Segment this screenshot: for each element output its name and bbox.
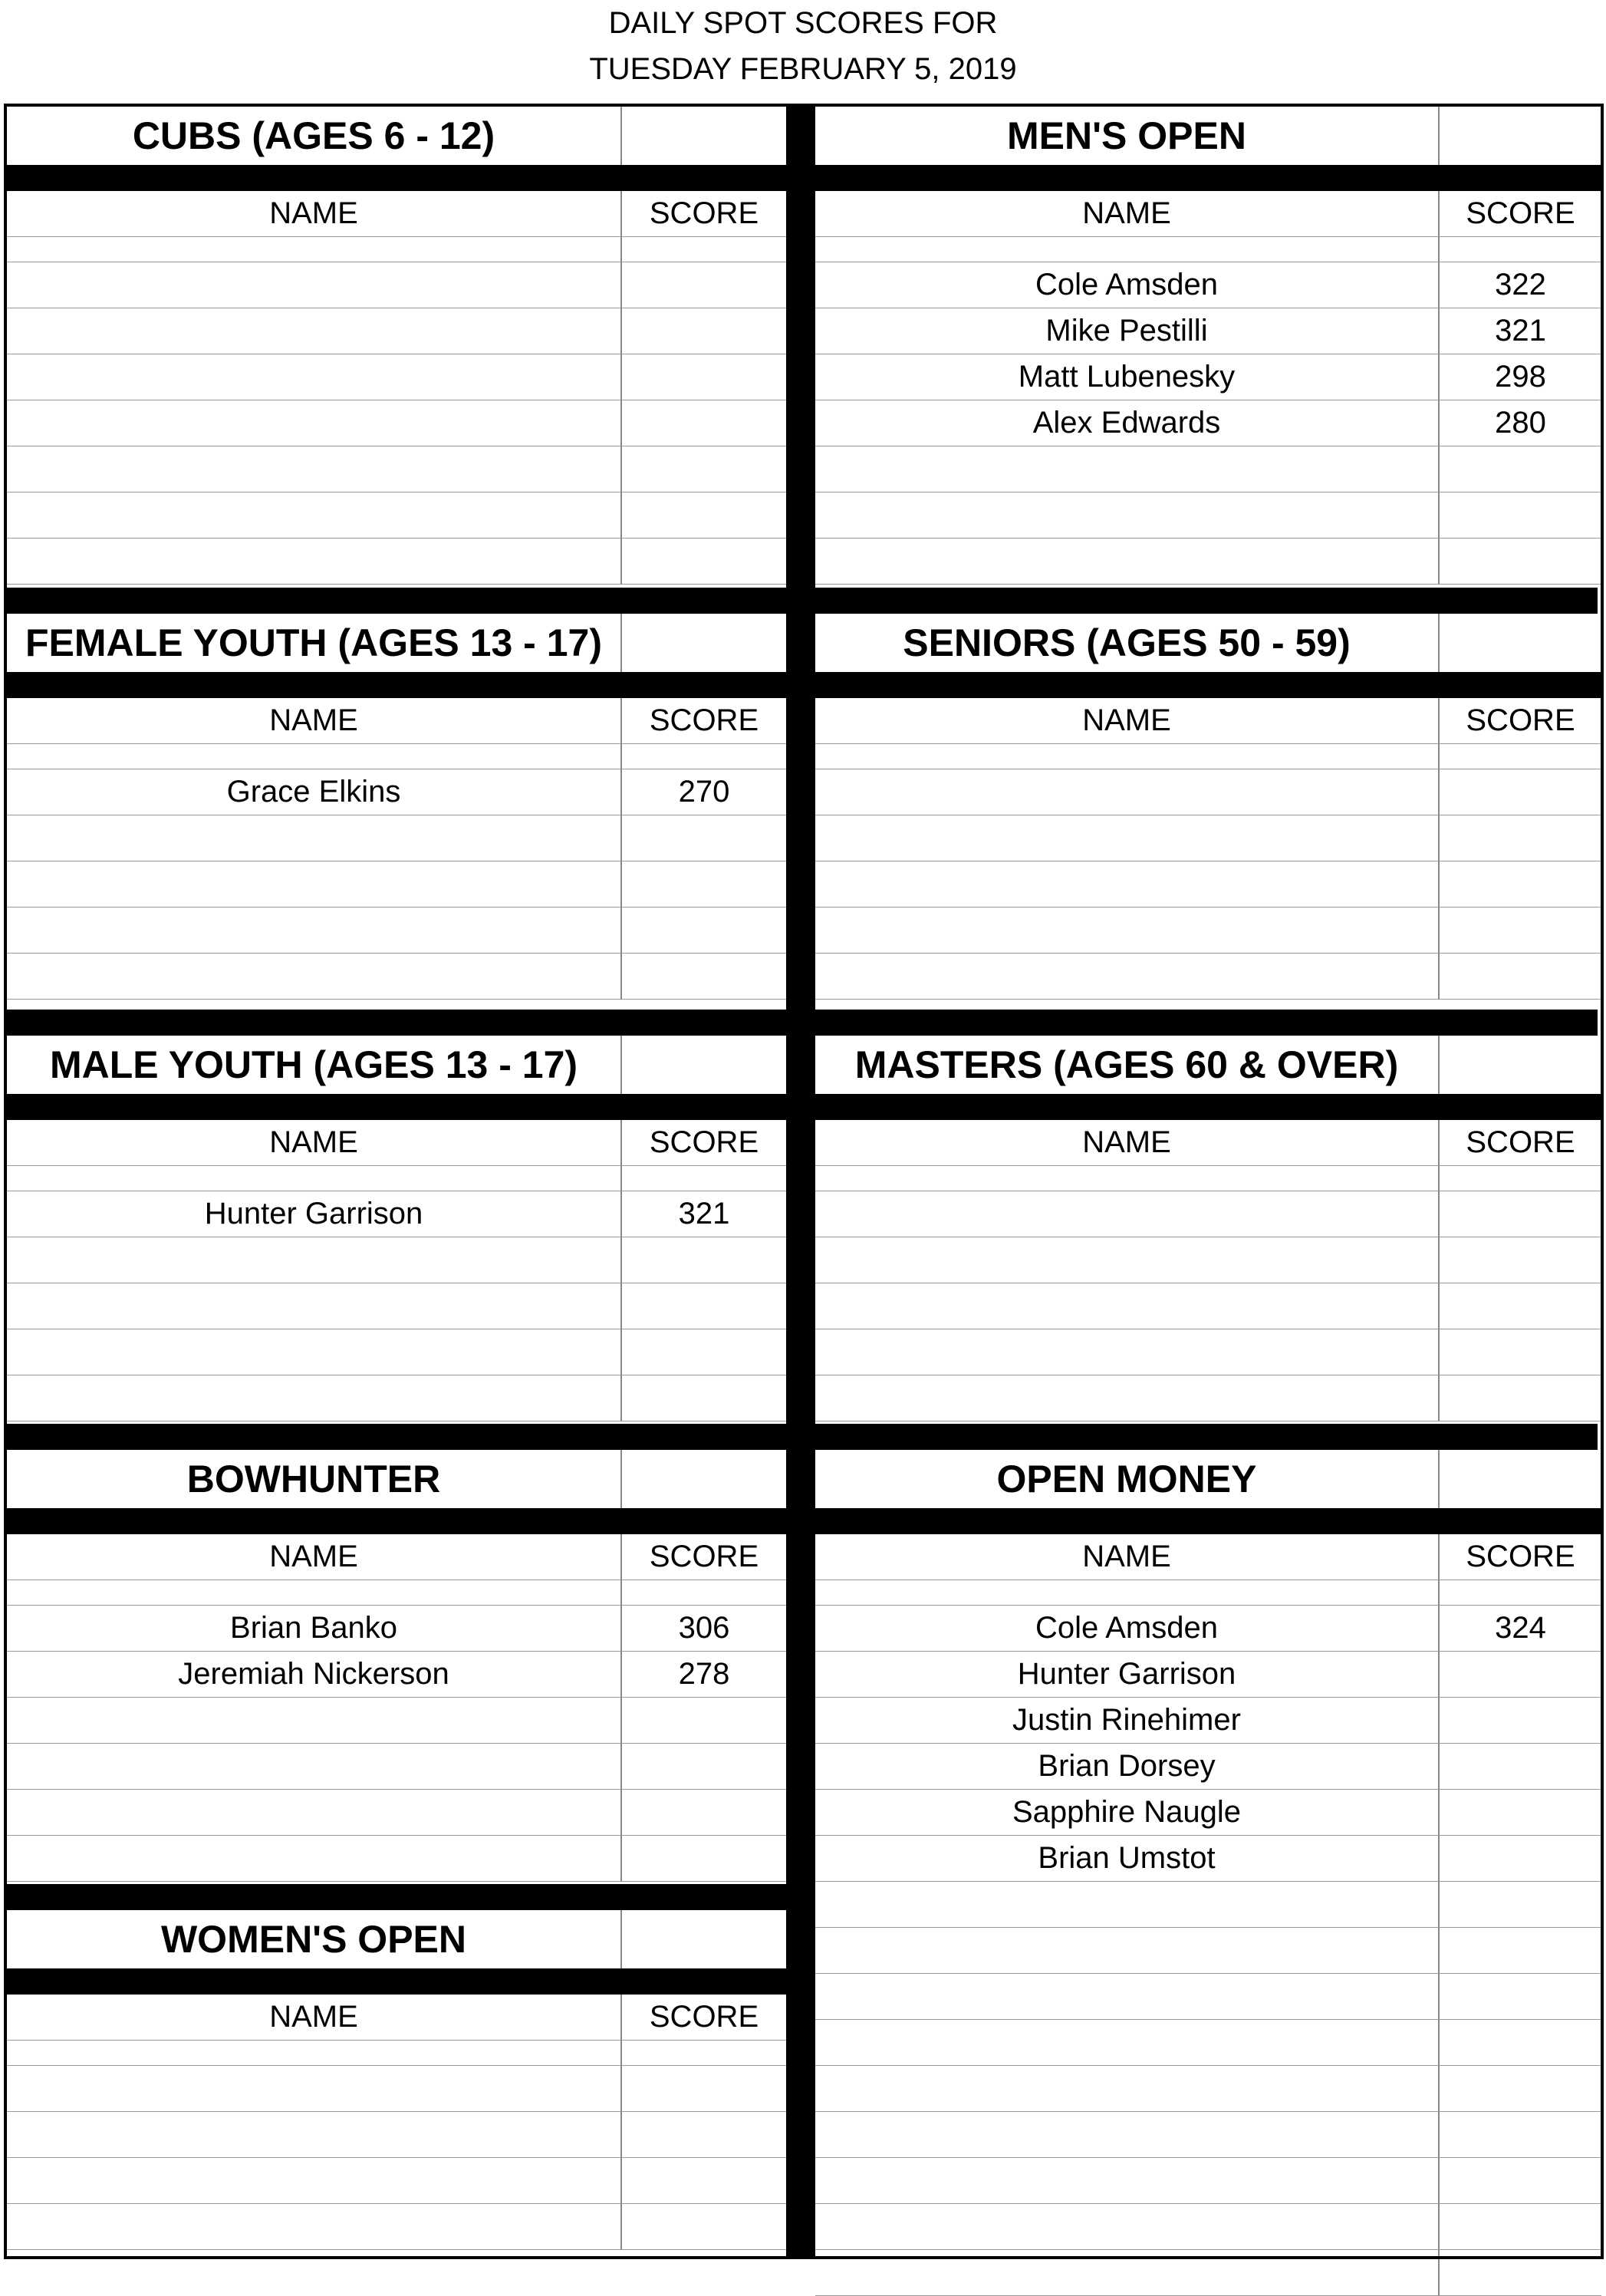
score-cell: 306: [622, 1606, 786, 1652]
score-cell: [1440, 1283, 1601, 1329]
section-mens-open: [815, 107, 1601, 585]
score-cell: [622, 2204, 786, 2250]
row-separator-bar: [4, 1424, 1598, 1450]
score-cell: [1440, 446, 1601, 492]
name-cell: [815, 1882, 1440, 1928]
spacer-cell: [1440, 237, 1601, 262]
score-cell: [1440, 908, 1601, 954]
name-cell: [815, 815, 1440, 861]
spacer-cell: [7, 1166, 622, 1191]
section-female-youth: [7, 614, 786, 1000]
name-cell: [7, 954, 622, 1000]
score-cell: 280: [1440, 400, 1601, 446]
score-cell: [1440, 1928, 1601, 1974]
section-title-blank: [1440, 107, 1601, 165]
name-cell: [815, 2250, 1440, 2296]
name-column-header: NAME: [815, 1120, 1440, 1166]
spacer-cell: [815, 237, 1440, 262]
name-cell: [815, 446, 1440, 492]
score-cell: [1440, 1329, 1601, 1375]
score-column-header: SCORE: [1440, 698, 1601, 744]
score-cell: [1440, 769, 1601, 815]
spacer-cell: [622, 237, 786, 262]
score-cell: 324: [1440, 1606, 1601, 1652]
score-column-header: SCORE: [622, 698, 786, 744]
section-title: CUBS (AGES 6 - 12): [7, 107, 622, 165]
name-cell: [7, 262, 622, 308]
score-cell: [1440, 1191, 1601, 1237]
score-cell: [622, 815, 786, 861]
score-column-header: SCORE: [622, 1995, 786, 2041]
section-title: MALE YOUTH (AGES 13 - 17): [7, 1036, 622, 1094]
name-cell: [815, 539, 1440, 585]
name-cell: Matt Lubenesky: [815, 354, 1440, 400]
section-title: BOWHUNTER: [7, 1450, 622, 1508]
spacer-cell: [7, 237, 622, 262]
name-column-header: NAME: [7, 1995, 622, 2041]
score-cell: [1440, 1237, 1601, 1283]
score-cell: [622, 2112, 786, 2158]
name-cell: Sapphire Naugle: [815, 1790, 1440, 1836]
score-column-header: SCORE: [1440, 191, 1601, 237]
score-cell: [622, 308, 786, 354]
section-bar: [7, 165, 786, 191]
name-cell: [815, 1928, 1440, 1974]
section-title-blank: [622, 614, 786, 672]
spacer-cell: [7, 2041, 622, 2066]
name-cell: [7, 2158, 622, 2204]
name-column-header: NAME: [7, 1120, 622, 1166]
score-cell: [1440, 861, 1601, 908]
section-title: MASTERS (AGES 60 & OVER): [815, 1036, 1440, 1094]
score-cell: [1440, 1974, 1601, 2020]
name-cell: [815, 2158, 1440, 2204]
name-cell: Brian Umstot: [815, 1836, 1440, 1882]
name-cell: [815, 769, 1440, 815]
name-cell: [815, 1375, 1440, 1421]
name-cell: [815, 2066, 1440, 2112]
score-cell: 270: [622, 769, 786, 815]
name-cell: [815, 2204, 1440, 2250]
name-cell: [815, 861, 1440, 908]
name-cell: [7, 1237, 622, 1283]
score-cell: [622, 400, 786, 446]
name-cell: [7, 1744, 622, 1790]
name-cell: [7, 492, 622, 539]
name-column-header: NAME: [7, 1534, 622, 1580]
center-divider: [786, 104, 815, 2256]
score-cell: [1440, 815, 1601, 861]
name-cell: Hunter Garrison: [815, 1652, 1440, 1698]
name-cell: [815, 2020, 1440, 2066]
name-cell: [815, 1191, 1440, 1237]
spacer-cell: [815, 744, 1440, 769]
spacer-cell: [815, 1580, 1440, 1606]
score-cell: [622, 1375, 786, 1421]
spacer-cell: [622, 1166, 786, 1191]
name-cell: Brian Banko: [7, 1606, 622, 1652]
name-cell: Mike Pestilli: [815, 308, 1440, 354]
score-cell: [1440, 1375, 1601, 1421]
section-title-blank: [622, 1910, 786, 1968]
score-cell: [1440, 539, 1601, 585]
score-cell: [1440, 2158, 1601, 2204]
page-title-line-2: TUESDAY FEBRUARY 5, 2019: [589, 52, 1017, 86]
score-cell: [622, 492, 786, 539]
name-cell: Alex Edwards: [815, 400, 1440, 446]
section-bar: [7, 1968, 786, 1995]
score-cell: [1440, 2066, 1601, 2112]
name-cell: [7, 2112, 622, 2158]
section-bar: [815, 672, 1601, 698]
spacer-cell: [1440, 744, 1601, 769]
section-title: MEN'S OPEN: [815, 107, 1440, 165]
score-column-header: SCORE: [622, 1534, 786, 1580]
name-cell: [7, 861, 622, 908]
section-seniors: [815, 614, 1601, 1000]
name-column-header: NAME: [815, 698, 1440, 744]
name-cell: [815, 1329, 1440, 1375]
score-cell: [622, 1329, 786, 1375]
row-separator-bar: [4, 1010, 1598, 1036]
name-cell: Brian Dorsey: [815, 1744, 1440, 1790]
score-cell: 321: [1440, 308, 1601, 354]
section-womens-open: [7, 1910, 786, 2250]
spacer-cell: [622, 2041, 786, 2066]
spacer-cell: [622, 744, 786, 769]
name-cell: Jeremiah Nickerson: [7, 1652, 622, 1698]
score-cell: [622, 1790, 786, 1836]
name-cell: Grace Elkins: [7, 769, 622, 815]
score-cell: [1440, 2250, 1601, 2296]
score-column-header: SCORE: [622, 1120, 786, 1166]
score-cell: [622, 446, 786, 492]
section-bar: [815, 1508, 1601, 1534]
score-cell: [1440, 2204, 1601, 2250]
section-masters: [815, 1036, 1601, 1421]
name-cell: [7, 446, 622, 492]
score-cell: [622, 262, 786, 308]
page-title-line-1: DAILY SPOT SCORES FOR: [608, 6, 998, 40]
spacer-cell: [815, 1166, 1440, 1191]
name-cell: [7, 400, 622, 446]
section-bar: [815, 165, 1601, 191]
section-bowhunter: [7, 1450, 786, 1882]
score-cell: [622, 2158, 786, 2204]
score-cell: [622, 2066, 786, 2112]
name-cell: [815, 954, 1440, 1000]
score-cell: [622, 539, 786, 585]
name-cell: [7, 815, 622, 861]
name-cell: [815, 1974, 1440, 2020]
section-title-blank: [1440, 614, 1601, 672]
name-cell: [815, 2112, 1440, 2158]
section-title-blank: [622, 1036, 786, 1094]
section-title-blank: [1440, 1036, 1601, 1094]
score-cell: [622, 1744, 786, 1790]
section-open-money: [815, 1450, 1601, 2296]
section-title: WOMEN'S OPEN: [7, 1910, 622, 1968]
section-bar: [7, 1508, 786, 1534]
name-column-header: NAME: [815, 191, 1440, 237]
score-column-header: SCORE: [622, 191, 786, 237]
name-cell: [7, 1375, 622, 1421]
spacer-cell: [622, 1580, 786, 1606]
section-bar: [7, 672, 786, 698]
spacer-cell: [1440, 1166, 1601, 1191]
spacer-cell: [7, 744, 622, 769]
name-cell: [815, 1283, 1440, 1329]
score-cell: [1440, 2112, 1601, 2158]
section-title: SENIORS (AGES 50 - 59): [815, 614, 1440, 672]
name-cell: [7, 1790, 622, 1836]
score-cell: [622, 354, 786, 400]
section-title: FEMALE YOUTH (AGES 13 - 17): [7, 614, 622, 672]
score-cell: [1440, 1882, 1601, 1928]
spacer-cell: [7, 1580, 622, 1606]
name-column-header: NAME: [815, 1534, 1440, 1580]
name-cell: [815, 1237, 1440, 1283]
section-title-blank: [622, 1450, 786, 1508]
name-cell: Hunter Garrison: [7, 1191, 622, 1237]
score-column-header: SCORE: [1440, 1534, 1601, 1580]
score-cell: [622, 1698, 786, 1744]
score-cell: [1440, 954, 1601, 1000]
score-cell: [622, 1237, 786, 1283]
name-cell: [7, 2066, 622, 2112]
score-column-header: SCORE: [1440, 1120, 1601, 1166]
score-cell: [622, 1836, 786, 1882]
score-cell: [1440, 1836, 1601, 1882]
score-cell: [1440, 2020, 1601, 2066]
score-cell: [1440, 1790, 1601, 1836]
section-title-blank: [622, 107, 786, 165]
score-cell: [1440, 492, 1601, 539]
name-cell: Cole Amsden: [815, 1606, 1440, 1652]
name-cell: [7, 354, 622, 400]
score-cell: 321: [622, 1191, 786, 1237]
name-cell: [7, 1698, 622, 1744]
section-bar: [7, 1094, 786, 1120]
name-cell: [7, 1329, 622, 1375]
section-cubs: [7, 107, 786, 585]
name-cell: [815, 908, 1440, 954]
section-male-youth: [7, 1036, 786, 1421]
score-cell: [622, 1283, 786, 1329]
name-cell: Cole Amsden: [815, 262, 1440, 308]
name-cell: [815, 492, 1440, 539]
name-column-header: NAME: [7, 191, 622, 237]
name-cell: [7, 539, 622, 585]
row-separator-bar: [4, 1884, 815, 1910]
name-cell: [7, 308, 622, 354]
name-cell: [7, 908, 622, 954]
spacer-cell: [1440, 1580, 1601, 1606]
score-cell: 298: [1440, 354, 1601, 400]
score-cell: [1440, 1744, 1601, 1790]
score-cell: [1440, 1698, 1601, 1744]
score-cell: [622, 861, 786, 908]
name-cell: [7, 1836, 622, 1882]
name-column-header: NAME: [7, 698, 622, 744]
section-bar: [815, 1094, 1601, 1120]
section-title-blank: [1440, 1450, 1601, 1508]
score-cell: 278: [622, 1652, 786, 1698]
score-cell: [622, 908, 786, 954]
name-cell: Justin Rinehimer: [815, 1698, 1440, 1744]
row-separator-bar: [4, 588, 1598, 614]
section-title: OPEN MONEY: [815, 1450, 1440, 1508]
score-cell: [1440, 1652, 1601, 1698]
name-cell: [7, 2204, 622, 2250]
name-cell: [7, 1283, 622, 1329]
score-cell: 322: [1440, 262, 1601, 308]
score-cell: [622, 954, 786, 1000]
